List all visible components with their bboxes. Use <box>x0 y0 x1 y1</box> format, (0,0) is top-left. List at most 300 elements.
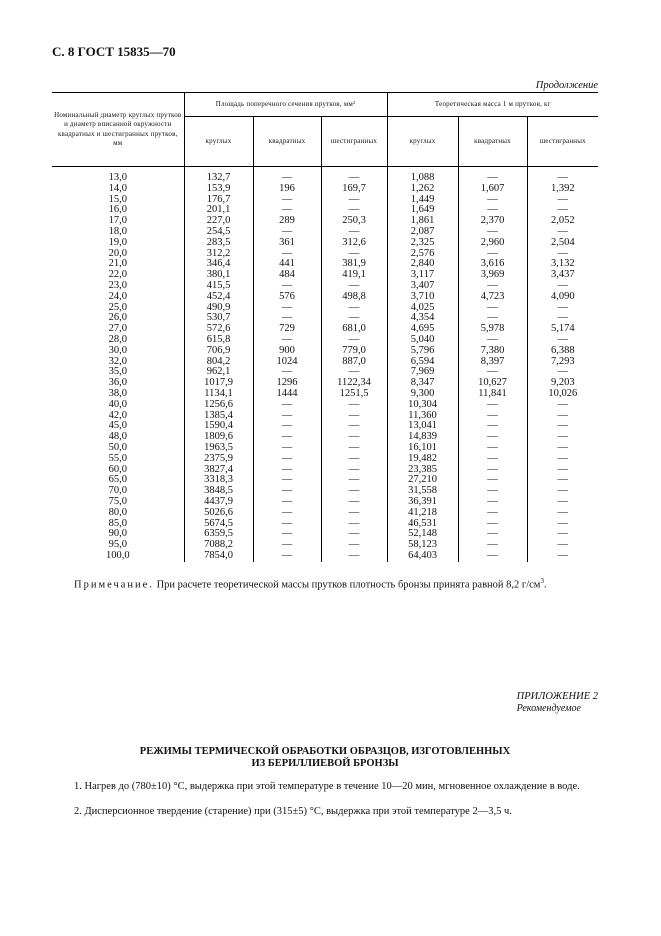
cell-area-round: 804,2 <box>184 357 253 368</box>
cell-area-hex: 681,0 <box>321 324 387 335</box>
cell-mass-round: 7,969 <box>387 367 458 378</box>
cell-area-hex: — <box>321 475 387 486</box>
cell-mass-square: — <box>458 249 527 260</box>
cell-diameter: 38,0 <box>108 387 127 399</box>
cell-mass-hex: — <box>527 443 598 454</box>
cell-mass-hex: 10,026 <box>527 389 598 400</box>
cell-mass-round: 2,840 <box>387 259 458 270</box>
cell-mass-hex: — <box>527 249 598 260</box>
cell-mass-square: — <box>458 443 527 454</box>
continued-label: Продолжение <box>535 80 598 91</box>
cell-diameter: 85,0 <box>108 517 127 529</box>
cell-mass-square: — <box>458 400 527 411</box>
cell-area-round: 283,5 <box>184 238 253 249</box>
cell-area-hex: — <box>321 400 387 411</box>
cell-mass-square: — <box>458 432 527 443</box>
table-row <box>52 475 598 486</box>
cell-diameter: 17,0 <box>108 215 127 227</box>
cell-area-square: 900 <box>253 346 321 357</box>
cell-area-round: 132,7 <box>184 167 253 184</box>
cell-mass-square: — <box>458 519 527 530</box>
cell-area-round: 3827,4 <box>184 465 253 476</box>
cell-area-round: 1385,4 <box>184 411 253 422</box>
cell-mass-hex: — <box>527 367 598 378</box>
note-text: При расчете теоретической массы прутков плотность бронзы принята равной 8,2 г/см <box>156 579 541 591</box>
cell-diameter: 70,0 <box>108 485 127 497</box>
cell-diameter: 20,0 <box>108 247 127 259</box>
table-row <box>52 529 598 540</box>
cell-mass-round: 3,710 <box>387 292 458 303</box>
cell-mass-hex: — <box>527 313 598 324</box>
sub-header-area-hex: шестигранных <box>321 117 387 167</box>
cell-mass-hex: 2,052 <box>527 216 598 227</box>
table-row <box>52 508 598 519</box>
appendix-subtitle: Рекомендуемое <box>516 703 581 714</box>
cell-mass-hex: — <box>527 167 598 184</box>
cell-area-square: 361 <box>253 238 321 249</box>
cell-diameter: 18,0 <box>108 225 127 237</box>
cell-area-hex: — <box>321 443 387 454</box>
cell-mass-square: 10,627 <box>458 378 527 389</box>
cell-mass-round: 4,695 <box>387 324 458 335</box>
cell-mass-hex: 7,293 <box>527 357 598 368</box>
table-row <box>52 421 598 432</box>
cell-area-square: — <box>253 400 321 411</box>
cell-mass-square: — <box>458 529 527 540</box>
cell-area-hex: — <box>321 540 387 551</box>
cell-mass-round: 31,558 <box>387 486 458 497</box>
cell-mass-hex: 2,504 <box>527 238 598 249</box>
diameter-column-header: Номинальный диаметр круглых прутков и диаметр вписанной окружности квадратных и шестигранных прутков, мм <box>52 93 184 167</box>
cell-area-square: 484 <box>253 270 321 281</box>
cell-area-round: 6359,5 <box>184 529 253 540</box>
cell-mass-hex: 1,392 <box>527 184 598 195</box>
cell-mass-square: — <box>458 465 527 476</box>
cell-area-square: 576 <box>253 292 321 303</box>
cell-area-hex: — <box>321 454 387 465</box>
note-end: . <box>543 579 547 591</box>
table-row <box>52 205 598 216</box>
table-row <box>52 519 598 530</box>
cell-diameter: 32,0 <box>108 355 127 367</box>
cell-area-round: 415,5 <box>184 281 253 292</box>
cell-mass-round: 27,210 <box>387 475 458 486</box>
table-row <box>52 497 598 508</box>
cell-diameter: 45,0 <box>108 420 127 432</box>
table-row <box>52 551 598 562</box>
cell-mass-round: 1,088 <box>387 167 458 184</box>
table-row <box>52 432 598 443</box>
sub-header-area-round: круглых <box>184 117 253 167</box>
cell-mass-round: 46,531 <box>387 519 458 530</box>
cell-mass-square: — <box>458 195 527 206</box>
cell-mass-square: — <box>458 486 527 497</box>
cell-mass-hex: — <box>527 497 598 508</box>
cell-area-round: 490,9 <box>184 303 253 314</box>
cell-mass-hex: 3,132 <box>527 259 598 270</box>
cell-mass-hex: — <box>527 421 598 432</box>
sub-header-mass-square: квадратных <box>458 117 527 167</box>
cell-mass-round: 41,218 <box>387 508 458 519</box>
cell-diameter: 30,0 <box>108 344 127 356</box>
cell-mass-hex: — <box>527 335 598 346</box>
cell-diameter: 60,0 <box>108 463 127 475</box>
cell-area-square: 289 <box>253 216 321 227</box>
cell-area-round: 1256,6 <box>184 400 253 411</box>
cell-area-round: 615,8 <box>184 335 253 346</box>
cell-mass-square: — <box>458 205 527 216</box>
cell-area-hex: 169,7 <box>321 184 387 195</box>
cell-mass-round: 1,649 <box>387 205 458 216</box>
cell-diameter: 16,0 <box>108 204 127 216</box>
appendix-label <box>517 691 598 715</box>
cell-area-hex: 419,1 <box>321 270 387 281</box>
table-row <box>52 389 598 400</box>
cell-mass-hex: — <box>527 432 598 443</box>
cell-area-square: — <box>253 281 321 292</box>
cell-mass-square: — <box>458 335 527 346</box>
cell-area-hex: — <box>321 227 387 238</box>
cell-mass-square: 3,969 <box>458 270 527 281</box>
cell-mass-hex: 5,174 <box>527 324 598 335</box>
cell-area-round: 3318,3 <box>184 475 253 486</box>
cell-area-square: 729 <box>253 324 321 335</box>
cell-area-hex: 381,9 <box>321 259 387 270</box>
cell-area-round: 2375,9 <box>184 454 253 465</box>
table-row <box>52 324 598 335</box>
cell-area-hex: — <box>321 508 387 519</box>
cell-area-square: — <box>253 421 321 432</box>
section-title-line-2: ИЗ БЕРИЛЛИЕВОЙ БРОНЗЫ <box>251 758 399 769</box>
cell-mass-round: 6,594 <box>387 357 458 368</box>
cell-diameter: 65,0 <box>108 474 127 486</box>
sub-header-mass-round: круглых <box>387 117 458 167</box>
cell-mass-hex: — <box>527 475 598 486</box>
cell-diameter: 19,0 <box>108 236 127 248</box>
cell-mass-hex: — <box>527 411 598 422</box>
cell-mass-square: — <box>458 227 527 238</box>
mass-group-header: Теоретическая масса 1 м прутков, кг <box>387 93 598 117</box>
cell-mass-hex: 4,090 <box>527 292 598 303</box>
cell-mass-square: — <box>458 303 527 314</box>
cell-mass-round: 13,041 <box>387 421 458 432</box>
table-row <box>52 411 598 422</box>
cell-area-round: 201,1 <box>184 205 253 216</box>
cell-area-round: 380,1 <box>184 270 253 281</box>
cell-mass-round: 1,861 <box>387 216 458 227</box>
cell-area-square: — <box>253 519 321 530</box>
cell-area-round: 3848,5 <box>184 486 253 497</box>
cell-diameter: 36,0 <box>108 377 127 389</box>
cell-area-hex: 312,6 <box>321 238 387 249</box>
cell-area-hex: — <box>321 281 387 292</box>
cell-mass-hex: 9,203 <box>527 378 598 389</box>
cell-mass-hex: — <box>527 454 598 465</box>
cell-area-round: 7088,2 <box>184 540 253 551</box>
cell-mass-round: 4,025 <box>387 303 458 314</box>
table-note <box>74 577 547 591</box>
table-row <box>52 216 598 227</box>
cell-mass-round: 14,839 <box>387 432 458 443</box>
cell-mass-square: — <box>458 421 527 432</box>
cell-area-hex: — <box>321 335 387 346</box>
cell-area-hex: — <box>321 205 387 216</box>
cell-mass-hex: — <box>527 551 598 562</box>
note-label: Примечание. <box>74 579 154 591</box>
area-group-header: Площадь поперечного сечения прутков, мм² <box>184 93 387 117</box>
cell-diameter: 24,0 <box>108 290 127 302</box>
table-row <box>52 270 598 281</box>
cell-mass-round: 23,385 <box>387 465 458 476</box>
table-row <box>52 378 598 389</box>
cell-area-hex: — <box>321 249 387 260</box>
cell-mass-round: 1,262 <box>387 184 458 195</box>
cell-mass-hex: — <box>527 465 598 476</box>
cell-diameter: 75,0 <box>108 495 127 507</box>
cell-mass-hex: — <box>527 519 598 530</box>
cell-area-round: 530,7 <box>184 313 253 324</box>
cell-mass-round: 5,040 <box>387 335 458 346</box>
cell-mass-hex: 6,388 <box>527 346 598 357</box>
cell-area-round: 153,9 <box>184 184 253 195</box>
cell-mass-round: 58,123 <box>387 540 458 551</box>
cell-mass-square: — <box>458 540 527 551</box>
cell-area-round: 176,7 <box>184 195 253 206</box>
table-row <box>52 227 598 238</box>
cell-mass-round: 10,304 <box>387 400 458 411</box>
cell-mass-hex: — <box>527 205 598 216</box>
cell-area-square: — <box>253 411 321 422</box>
cell-diameter: 23,0 <box>108 279 127 291</box>
cell-area-round: 706,9 <box>184 346 253 357</box>
section-title-line-1: РЕЖИМЫ ТЕРМИЧЕСКОЙ ОБРАБОТКИ ОБРАЗЦОВ, ИЗГОТОВЛЕННЫХ <box>139 746 511 757</box>
cell-mass-round: 2,325 <box>387 238 458 249</box>
cell-area-square: — <box>253 249 321 260</box>
cell-mass-square: 8,397 <box>458 357 527 368</box>
note-superscript: 3 <box>540 577 544 585</box>
cell-mass-round: 4,354 <box>387 313 458 324</box>
cell-area-hex: 250,3 <box>321 216 387 227</box>
heat-treatment-step-2: 2. Дисперсионное твердение (старение) при (315±5) °С, выдержка при этой температуре 2—3,5 ч. <box>74 806 512 817</box>
cell-area-square: — <box>253 167 321 184</box>
cell-area-square: — <box>253 497 321 508</box>
table-row <box>52 259 598 270</box>
cell-diameter: 50,0 <box>108 441 127 453</box>
cell-area-square: 196 <box>253 184 321 195</box>
cell-mass-round: 1,449 <box>387 195 458 206</box>
table-row <box>52 443 598 454</box>
cell-mass-round: 52,148 <box>387 529 458 540</box>
cell-area-square: 1444 <box>253 389 321 400</box>
table-row <box>52 367 598 378</box>
cell-mass-hex: — <box>527 540 598 551</box>
cell-mass-square: — <box>458 313 527 324</box>
table-row <box>52 195 598 206</box>
cell-area-square: 441 <box>253 259 321 270</box>
table-row <box>52 281 598 292</box>
cell-area-hex: 1251,5 <box>321 389 387 400</box>
cell-mass-round: 9,300 <box>387 389 458 400</box>
cell-area-square: — <box>253 486 321 497</box>
cell-mass-square: 11,841 <box>458 389 527 400</box>
cell-mass-round: 11,360 <box>387 411 458 422</box>
cell-area-hex: — <box>321 519 387 530</box>
cell-mass-hex: — <box>527 303 598 314</box>
table-row <box>52 238 598 249</box>
appendix-title: ПРИЛОЖЕНИЕ 2 <box>516 691 598 702</box>
cell-area-square: — <box>253 454 321 465</box>
cell-area-square: 1296 <box>253 378 321 389</box>
cell-area-square: — <box>253 335 321 346</box>
cell-mass-hex: — <box>527 400 598 411</box>
cell-mass-round: 19,482 <box>387 454 458 465</box>
cell-diameter: 14,0 <box>108 182 127 194</box>
table-row <box>52 249 598 260</box>
cell-area-hex: — <box>321 421 387 432</box>
cell-area-hex: — <box>321 551 387 562</box>
cell-mass-square: — <box>458 167 527 184</box>
cell-area-round: 1590,4 <box>184 421 253 432</box>
cell-mass-round: 3,117 <box>387 270 458 281</box>
cell-area-square: — <box>253 205 321 216</box>
cell-diameter: 48,0 <box>108 431 127 443</box>
cell-area-round: 7854,0 <box>184 551 253 562</box>
table-row <box>52 303 598 314</box>
cell-area-hex: — <box>321 497 387 508</box>
cell-area-square: — <box>253 313 321 324</box>
cell-area-round: 5674,5 <box>184 519 253 530</box>
cell-area-hex: — <box>321 195 387 206</box>
cell-area-square: — <box>253 540 321 551</box>
sub-header-mass-hex: шестигранных <box>527 117 598 167</box>
cell-mass-round: 2,576 <box>387 249 458 260</box>
cell-area-round: 4437,9 <box>184 497 253 508</box>
cell-area-round: 5026,6 <box>184 508 253 519</box>
cell-area-hex: 1122,34 <box>321 378 387 389</box>
table-row <box>52 486 598 497</box>
bar-specs-table <box>52 92 598 562</box>
cell-area-hex: — <box>321 486 387 497</box>
cell-diameter: 95,0 <box>108 539 127 551</box>
cell-area-square: — <box>253 195 321 206</box>
cell-area-hex: — <box>321 529 387 540</box>
cell-area-hex: — <box>321 167 387 184</box>
table-row <box>52 335 598 346</box>
cell-diameter: 100,0 <box>105 549 130 561</box>
cell-diameter: 15,0 <box>108 193 127 205</box>
cell-diameter: 28,0 <box>108 333 127 345</box>
cell-mass-square: — <box>458 551 527 562</box>
cell-area-round: 1963,5 <box>184 443 253 454</box>
table-row <box>52 454 598 465</box>
cell-mass-square: 4,723 <box>458 292 527 303</box>
cell-mass-square: — <box>458 367 527 378</box>
cell-mass-square: — <box>458 411 527 422</box>
cell-mass-square: — <box>458 475 527 486</box>
cell-area-square: — <box>253 475 321 486</box>
table-row <box>52 357 598 368</box>
cell-area-round: 227,0 <box>184 216 253 227</box>
cell-area-square: — <box>253 227 321 238</box>
cell-mass-round: 5,796 <box>387 346 458 357</box>
cell-diameter: 25,0 <box>108 301 127 313</box>
cell-mass-square: 7,380 <box>458 346 527 357</box>
cell-area-square: — <box>253 367 321 378</box>
cell-area-round: 962,1 <box>184 367 253 378</box>
cell-area-hex: 887,0 <box>321 357 387 368</box>
heat-treatment-step-1: 1. Нагрев до (780±10) °С, выдержка при этой температуре в течение 10—20 мин, мгновенное охлаждение в воде. <box>74 781 580 792</box>
cell-mass-hex: — <box>527 195 598 206</box>
cell-mass-square: 2,370 <box>458 216 527 227</box>
cell-area-square: — <box>253 303 321 314</box>
table-row <box>52 313 598 324</box>
cell-diameter: 21,0 <box>108 258 127 270</box>
cell-area-square: — <box>253 508 321 519</box>
cell-mass-hex: — <box>527 281 598 292</box>
cell-diameter: 22,0 <box>108 269 127 281</box>
table-row <box>52 346 598 357</box>
cell-area-round: 346,4 <box>184 259 253 270</box>
cell-mass-square: 1,607 <box>458 184 527 195</box>
cell-diameter: 55,0 <box>108 452 127 464</box>
cell-area-hex: 498,8 <box>321 292 387 303</box>
cell-mass-square: 5,978 <box>458 324 527 335</box>
sub-header-area-square: квадратных <box>253 117 321 167</box>
cell-diameter: 42,0 <box>108 409 127 421</box>
cell-mass-round: 2,087 <box>387 227 458 238</box>
cell-mass-square: — <box>458 497 527 508</box>
cell-mass-round: 3,407 <box>387 281 458 292</box>
table-body <box>52 167 598 562</box>
cell-diameter: 26,0 <box>108 312 127 324</box>
cell-diameter: 90,0 <box>108 528 127 540</box>
cell-area-hex: — <box>321 313 387 324</box>
cell-area-hex: 779,0 <box>321 346 387 357</box>
cell-area-round: 1134,1 <box>184 389 253 400</box>
cell-mass-round: 36,391 <box>387 497 458 508</box>
section-title <box>52 746 598 770</box>
cell-mass-round: 8,347 <box>387 378 458 389</box>
cell-area-hex: — <box>321 465 387 476</box>
cell-diameter: 35,0 <box>108 366 127 378</box>
cell-area-hex: — <box>321 303 387 314</box>
cell-mass-hex: 3,437 <box>527 270 598 281</box>
cell-mass-hex: — <box>527 508 598 519</box>
table-row <box>52 292 598 303</box>
cell-mass-square: — <box>458 508 527 519</box>
cell-area-hex: — <box>321 411 387 422</box>
cell-area-hex: — <box>321 432 387 443</box>
table-row <box>52 184 598 195</box>
cell-area-round: 1809,6 <box>184 432 253 443</box>
cell-diameter: 27,0 <box>108 323 127 335</box>
cell-mass-hex: — <box>527 486 598 497</box>
cell-mass-square: — <box>458 454 527 465</box>
cell-area-square: — <box>253 551 321 562</box>
cell-area-round: 1017,9 <box>184 378 253 389</box>
cell-area-square: — <box>253 465 321 476</box>
cell-area-hex: — <box>321 367 387 378</box>
table-row <box>52 167 598 184</box>
cell-mass-square: 3,616 <box>458 259 527 270</box>
table-row <box>52 465 598 476</box>
cell-area-square: — <box>253 529 321 540</box>
table-row <box>52 540 598 551</box>
cell-diameter: 40,0 <box>108 398 127 410</box>
cell-area-square: — <box>253 432 321 443</box>
cell-area-round: 312,2 <box>184 249 253 260</box>
cell-mass-hex: — <box>527 529 598 540</box>
